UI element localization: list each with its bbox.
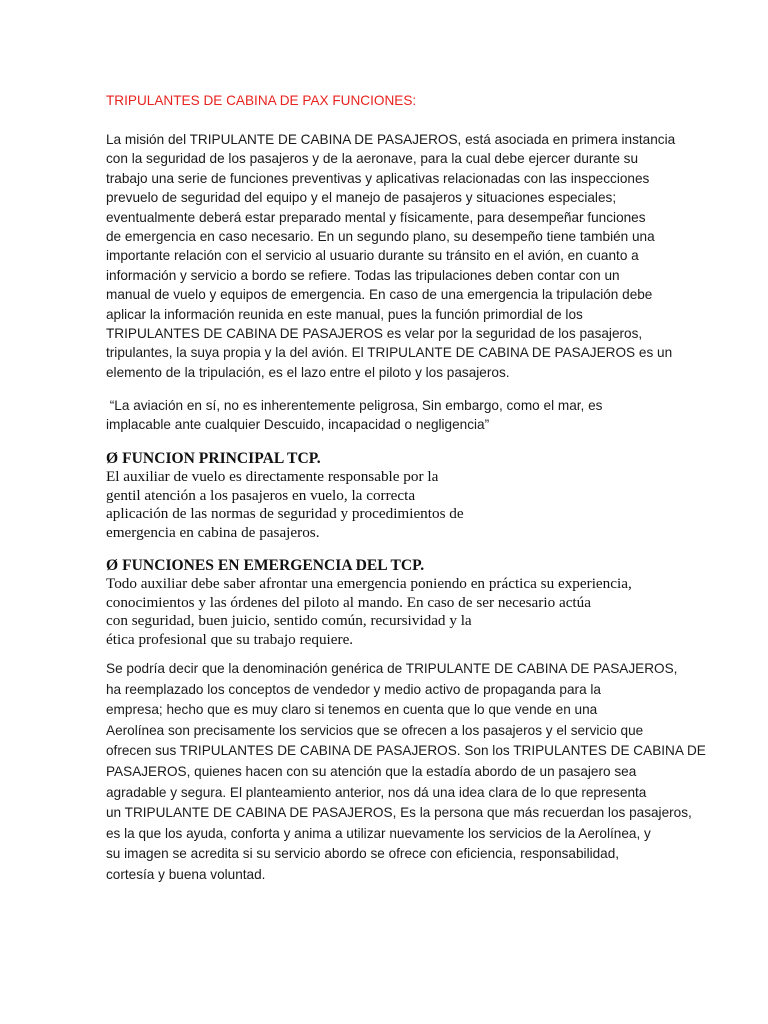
paragraph-line: su imagen se acredita si su servicio abordo se ofrece con eficiencia, responsabilidad, bbox=[106, 846, 620, 862]
paragraph-line: Aerolínea son precisamente los servicios que se ofrecen a los pasajeros y el servicio que bbox=[106, 722, 644, 738]
section-heading-text: FUNCIONES EN EMERGENCIA DEL TCP. bbox=[122, 557, 425, 574]
closing-paragraph bbox=[106, 659, 706, 886]
document-title: TRIPULANTES DE CABINA DE PAX FUNCIONES: bbox=[106, 93, 417, 108]
quote-line: implacable ante cualquier Descuido, incapacidad o negligencia” bbox=[106, 417, 490, 432]
paragraph-line: elemento de la tripulación, es el lazo entre el piloto y los pasajeros. bbox=[106, 364, 510, 380]
aviation-quote bbox=[106, 396, 602, 434]
paragraph-line: La misión del TRIPULANTE DE CABINA DE PASAJEROS, está asociada en primera instancia bbox=[106, 132, 676, 147]
paragraph-line: Se podría decir que la denominación genérica de TRIPULANTE DE CABINA DE PASAJEROS, bbox=[106, 661, 678, 676]
paragraph-line: eventualmente deberá estar preparado mental y físicamente, para desempeñar funciones bbox=[106, 209, 646, 225]
section-heading-text: FUNCION PRINCIPAL TCP. bbox=[122, 450, 321, 467]
paragraph-line: TRIPULANTES DE CABINA DE PASAJEROS es velar por la seguridad de los pasajeros, bbox=[106, 326, 643, 342]
paragraph-line: ofrecen sus TRIPULANTES DE CABINA DE PASAJEROS. Son los TRIPULANTES DE CABINA DE bbox=[106, 743, 706, 759]
section-line: aplicación de las normas de seguridad y procedimientos de bbox=[106, 505, 464, 523]
section-body bbox=[106, 468, 464, 542]
section-funciones-emergencia bbox=[106, 556, 632, 649]
paragraph-line: tripulantes, la suya propia y la del avión. El TRIPULANTE DE CABINA DE PASAJEROS es un bbox=[106, 345, 673, 361]
paragraph-line: de emergencia en caso necesario. En un segundo plano, su desempeño tiene también una bbox=[106, 229, 655, 245]
bullet-symbol: Ø bbox=[106, 557, 119, 574]
paragraph-line: ha reemplazado los conceptos de vendedor y medio activo de propaganda para la bbox=[106, 681, 601, 697]
section-funcion-principal bbox=[106, 449, 464, 542]
section-line: con seguridad, buen juicio, sentido común, recursividad y la bbox=[106, 612, 472, 630]
section-line: emergencia en cabina de pasajeros. bbox=[106, 523, 320, 541]
paragraph-line: empresa; hecho que es muy claro si tenemos en cuenta que lo que vende en una bbox=[106, 702, 598, 718]
section-line: gentil atención a los pasajeros en vuelo, la correcta bbox=[106, 486, 416, 504]
section-heading bbox=[106, 449, 464, 468]
section-line: ética profesional que su trabajo requiere. bbox=[106, 630, 354, 648]
paragraph-line: prevuelo de seguridad del equipo y el manejo de pasajeros y situaciones especiales; bbox=[106, 190, 617, 206]
section-heading bbox=[106, 556, 632, 575]
paragraph-line: trabajo una serie de funciones preventivas y aplicativas relacionadas con las inspecciones bbox=[106, 170, 650, 186]
section-body bbox=[106, 575, 632, 649]
section-line: Todo auxiliar debe saber afrontar una emergencia poniendo en práctica su experiencia, bbox=[106, 575, 632, 592]
quote-line: “La aviación en sí, no es inherentemente peligrosa, Sin embargo, como el mar, es bbox=[106, 398, 603, 413]
section-line: conocimientos y las órdenes del piloto al mando. En caso de ser necesario actúa bbox=[106, 593, 591, 611]
paragraph-line: importante relación con el servicio al usuario durante su tránsito en el avión, en cuanto a bbox=[106, 248, 639, 264]
paragraph-line: es la que los ayuda, conforta y anima a utilizar nuevamente los servicios de la Aerolínea, y bbox=[106, 825, 651, 841]
paragraph-line: información y servicio a bordo se refiere. Todas las tripulaciones deben contar con un bbox=[106, 267, 620, 283]
paragraph-line: manual de vuelo y equipos de emergencia. En caso de una emergencia la tripulación debe bbox=[106, 287, 653, 303]
intro-paragraph bbox=[106, 130, 675, 382]
bullet-symbol: Ø bbox=[106, 450, 119, 467]
paragraph-line: PASAJEROS, quienes hacen con su atención que la estadía abordo de un pasajero sea bbox=[106, 763, 637, 779]
paragraph-line: un TRIPULANTE DE CABINA DE PASAJEROS, Es la persona que más recuerdan los pasajeros, bbox=[106, 805, 692, 821]
paragraph-line: agradable y segura. El planteamiento anterior, nos dá una idea clara de lo que representa bbox=[106, 784, 647, 800]
paragraph-line: cortesía y buena voluntad. bbox=[106, 866, 266, 882]
section-line: El auxiliar de vuelo es directamente responsable por la bbox=[106, 468, 439, 485]
paragraph-line: con la seguridad de los pasajeros y de la aeronave, para la cual debe ejercer durante su bbox=[106, 151, 639, 167]
paragraph-line: aplicar la información reunida en este manual, pues la función primordial de los bbox=[106, 306, 583, 322]
